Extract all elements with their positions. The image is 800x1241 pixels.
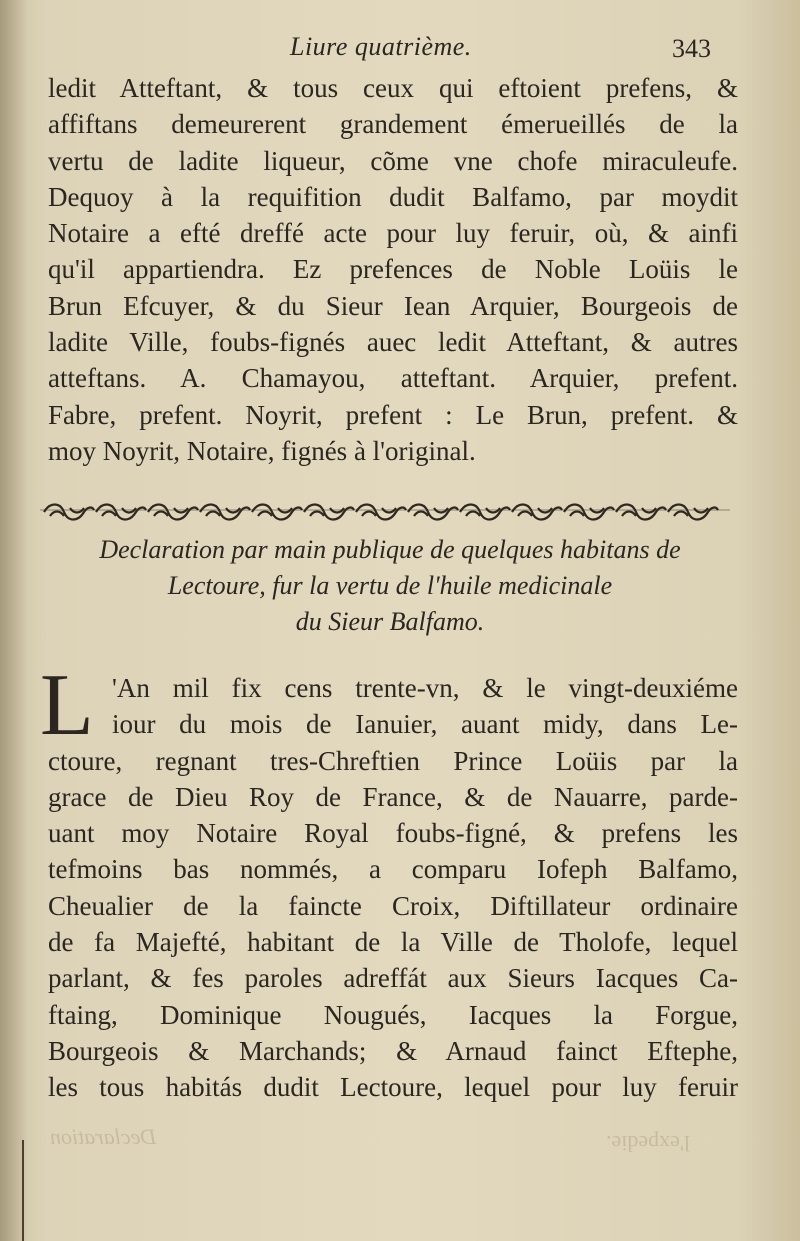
text-line: tefmoins bas nommés, a comparu Iofeph Balfamo, <box>48 854 738 885</box>
heading-line: du Sieur Balfamo. <box>295 607 485 636</box>
page-gutter-shadow <box>0 0 28 1241</box>
section-heading <box>40 532 740 640</box>
text-line: uant moy Notaire Royal foubs-figné, & prefens les <box>48 818 738 849</box>
heading-line: Declaration par main publique de quelques habitans de <box>99 535 681 564</box>
ornament-unit <box>304 505 354 520</box>
text-line: ladite Ville, foubs-fignés auec ledit Atteftant, & autres <box>48 327 738 358</box>
text-line: Bourgeois & Marchands; & Arnaud fainct Eftephe, <box>48 1035 738 1066</box>
ornament-unit <box>148 505 198 520</box>
ornament-unit <box>356 505 406 520</box>
text-line: ctoure, regnant tres-Chreftien Prince Loüis par la <box>48 745 738 776</box>
text-line: ftaing, Dominique Nougués, Iacques la Forgue, <box>48 999 738 1030</box>
ornament-unit <box>252 505 302 520</box>
heading-line: Lectoure, fur la vertu de l'huile medicinale <box>167 571 613 600</box>
drop-cap: L <box>40 657 94 754</box>
ornament-unit <box>512 505 562 520</box>
text-line: parlant, & fes paroles adreffát aux Sieurs Iacques Ca- <box>48 963 738 994</box>
ornament-unit <box>564 505 614 520</box>
text-line: ledit Atteftant, & tous ceux qui eftoient prefens, & <box>48 73 738 103</box>
text-line: Dequoy à la requifition dudit Balfamo, par moydit <box>48 181 738 212</box>
page-header <box>0 30 800 70</box>
text-line: grace de Dieu Roy de France, & de Nauarre, parde- <box>48 781 738 812</box>
text-line: Notaire a efté dreffé acte pour luy feruir, où, & ainfi <box>48 218 738 249</box>
show-through-right: l'expedie. <box>606 1131 690 1156</box>
show-through-left: Declaration <box>50 1124 157 1149</box>
text-line: Fabre, prefent. Noyrit, prefent : Le Brun, prefent. & <box>48 399 738 430</box>
decorative-ornament-band <box>40 500 730 524</box>
text-line: Brun Efcuyer, & du Sieur Iean Arquier, Bourgeois de <box>48 290 738 321</box>
page-number: 343 <box>672 34 711 63</box>
show-through-text <box>40 1118 740 1158</box>
text-line: 'An mil fix cens trente-vn, & le vingt-deuxiéme <box>112 673 738 703</box>
text-line: affiftans demeurerent grandement émerueillés de la <box>48 109 738 140</box>
text-line: vertu de ladite liqueur, cõme vne chofe miraculeufe. <box>48 145 738 176</box>
text-line: les tous habitás dudit Lectoure, lequel pour luy feruir <box>48 1072 738 1103</box>
text-line: Cheualier de la faincte Croix, Diftillateur ordinaire <box>48 890 738 921</box>
text-line: moy Noyrit, Notaire, fignés à l'original. <box>48 435 476 466</box>
running-title: Liure quatrième. <box>290 32 472 61</box>
paragraph-declaration <box>48 670 738 1106</box>
text-line: de fa Majefté, habitant de la Ville de Tholofe, lequel <box>48 927 738 958</box>
paragraph-attestation <box>48 70 738 469</box>
ornament-unit <box>668 505 718 520</box>
ornament-unit <box>460 505 510 520</box>
ornament-unit <box>616 505 666 520</box>
text-line: atteftans. A. Chamayou, atteftant. Arquier, prefent. <box>48 363 738 394</box>
binding-edge <box>22 1140 24 1241</box>
ornament-unit <box>44 505 94 520</box>
ornament-unit <box>200 505 250 520</box>
ornament-unit <box>408 505 458 520</box>
text-line: qu'il appartiendra. Ez prefences de Noble Loüis le <box>48 254 738 285</box>
text-line: iour du mois de Ianuier, auant midy, dans Le- <box>112 709 738 740</box>
ornament-unit <box>96 505 146 520</box>
